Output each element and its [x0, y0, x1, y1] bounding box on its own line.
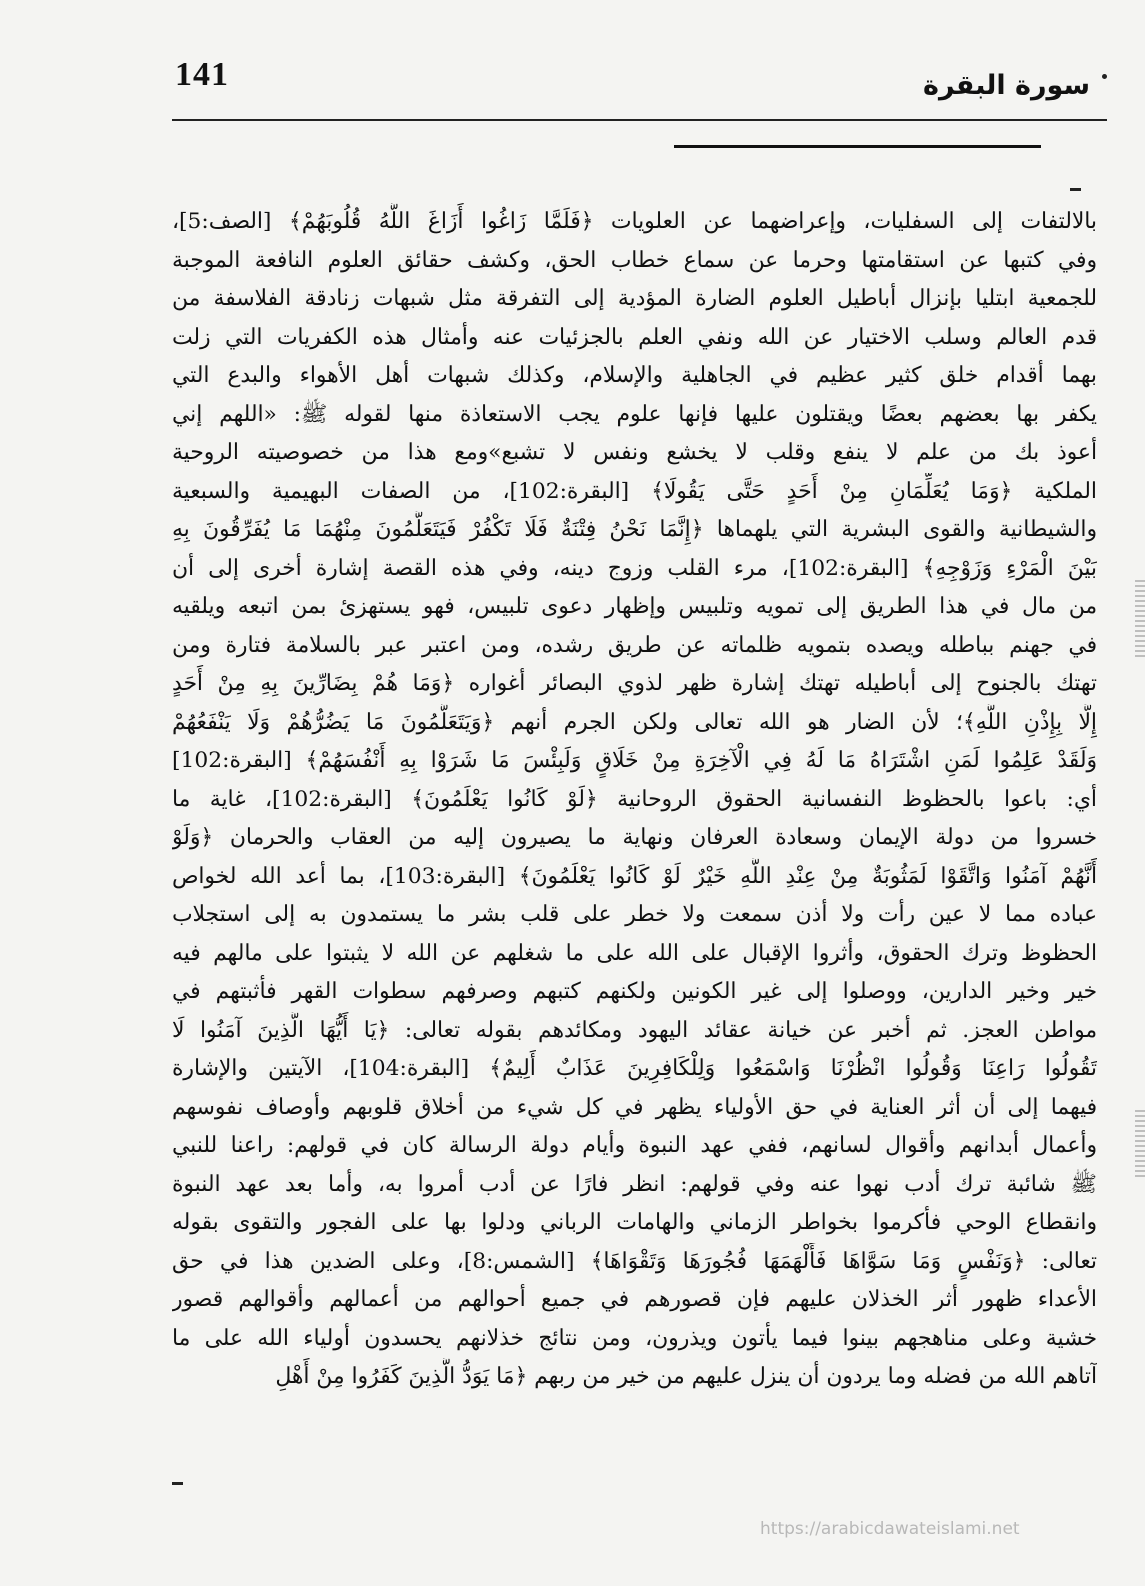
- margin-dash-bottom: [172, 1482, 183, 1485]
- text-line: مواطن العجز. ثم أخبر عن خيانة عقائد اليهود ومكائدهم بقوله تعالى: ﴿يَا أَيُّهَا الَّذِينَ آمَنُوا لَا: [172, 1017, 1097, 1043]
- watermark-url: https://arabicdawateislami.net: [760, 1519, 1020, 1539]
- text-line: آتاهم الله من فضله وما يردون أن ينزل عليهم من خير من ربهم ﴿مَا يَوَدُّ الَّذِينَ كَفَرُوا مِنْ أَهْلِ: [275, 1364, 1097, 1389]
- text-line: في جهنم بباطله ويصده بتمويه ظلماته عن طريق رشده، ومن اعتبر عبر بالسلامة فتارة ومن: [172, 632, 1097, 658]
- header-rule: [172, 119, 1107, 121]
- text-line: أَنَّهُمْ آمَنُوا وَاتَّقَوْا لَمَثُوبَةٌ مِنْ عِنْدِ اللَّهِ خَيْرٌ لَوْ كَانُوا يَعْلَمُونَ﴾ [البقرة:103]، بما أعد الله لخواص: [172, 863, 1097, 889]
- page-number: 141: [175, 56, 229, 93]
- text-line: وَلَقَدْ عَلِمُوا لَمَنِ اشْتَرَاهُ مَا لَهُ فِي الْآخِرَةِ مِنْ خَلَاقٍ وَلَبِئْسَ مَا شَرَوْا بِهِ أَنْفُسَهُمْ﴾ [البقرة:102]: [172, 748, 1097, 773]
- text-line: وأعمال أبدانهم وأقوال لسانهم، ففي عهد النبوة وأيام دولة الرسالة كان في قولهم: راعنا للنبي: [172, 1133, 1097, 1158]
- text-line: قدم العالم وسلب الاختيار عن الله ونفي العلم بالجزئيات عنه وأمثال هذه الكفريات التي زلت: [172, 324, 1097, 350]
- text-line: من مال في هذا الطريق إلى تمويه وتلبيس وإظهار دعوى تلبيس، فهو يستهزئ بمن اتبعه ويلقيه: [172, 594, 1097, 619]
- text-line: أعوذ بك من علم لا ينفع وقلب لا يخشع ونفس لا تشبع»ومع هذا من خصوصيته الروحية: [172, 440, 1097, 465]
- text-line: الحظوظ وترك الحقوق، وأثروا الإقبال على الله على ما شغلهم عن الله لا يثبتوا على مالهم فيه: [172, 940, 1097, 966]
- scan-edge-mark: [1135, 1110, 1145, 1180]
- text-line: بالالتفات إلى السفليات، وإعراضهما عن العلويات ﴿فَلَمَّا زَاغُوا أَزَاغَ اللَّهُ قُلُوبَهُمْ﴾ [الصف:5]،: [172, 209, 1097, 234]
- running-title: سورة البقرة: [923, 70, 1090, 101]
- text-line: فيهما إلى أن أثر العناية في حق الأولياء يظهر في كل شيء من أخلاق قلوبهم وأوصاف نفوسهم: [172, 1094, 1097, 1120]
- text-line: بَيْنَ الْمَرْءِ وَزَوْجِهِ﴾ [البقرة:102]، مرء القلب وزوج دينه، وفي هذه القصة إشارة أخرى إلى أن: [172, 555, 1097, 581]
- body-text: [172, 203, 1097, 1397]
- text-line: أي: باعوا بالحظوظ النفسانية الحقوق الروحانية ﴿لَوْ كَانُوا يَعْلَمُونَ﴾ [البقرة:102]، غاية ما: [172, 786, 1097, 812]
- scan-edge-mark: [1135, 580, 1145, 660]
- text-line: تهتك بالجنوح إلى أباطيله تهتك إشارة ظهر لذوي البصائر أغواره ﴿وَمَا هُمْ بِضَارِّينَ بِهِ مِنْ أَحَدٍ: [172, 671, 1097, 696]
- header-short-rule: [674, 145, 1041, 148]
- text-line: خشية وعلى مناهجهم بينوا فيما يأتون ويذرون، ومن نتائج خذلانهم يحسدون أولياء الله على ما: [172, 1325, 1097, 1351]
- text-line: ﷺ شائبة ترك أدب نهوا عنه وفي قولهم: انظر فارًا عن أدب أمروا به، وأما بعد عهد النبوة: [172, 1171, 1097, 1197]
- margin-dash-top: [1070, 188, 1081, 191]
- text-line: تَقُولُوا رَاعِنَا وَقُولُوا انْظُرْنَا وَاسْمَعُوا وَلِلْكَافِرِينَ عَذَابٌ أَلِيمٌ﴾ [البقرة:104]، الآيتين والإشارة: [172, 1056, 1097, 1081]
- text-line: عباده مما لا عين رأت ولا أذن سمعت ولا خطر على قلب بشر ما يستمدون به إلى استجلاب: [172, 902, 1097, 927]
- text-line: للجمعية ابتليا بإنزال أباطيل العلوم الضارة المؤدية إلى التفرقة مثل شبهات زنادقة الفلاسفة من: [172, 286, 1097, 311]
- text-line: بهما أقدام خلق كثير عظيم في الجاهلية والإسلام، وكذلك شبهات أهل الأهواء والبدع التي: [172, 363, 1097, 388]
- text-line: يكفر بها بعضهم بعضًا ويقتلون عليها فإنها علوم يجب الاستعاذة منها لقوله ﷺ: «اللهم إني: [172, 401, 1097, 427]
- text-line: الملكية ﴿وَمَا يُعَلِّمَانِ مِنْ أَحَدٍ حَتَّى يَقُولَا﴾ [البقرة:102]، من الصفات البهيمية والسبعية: [172, 478, 1097, 504]
- text-line: الأعداء ظهور أثر الخذلان عليهم فإن قصورهم في جميع أحوالهم من أعمالهم وأقوالهم قصور: [172, 1287, 1097, 1312]
- text-line: خسروا من دولة الإيمان وسعادة العرفان ونهاية ما يصيرون إليه من العقاب والحرمان ﴿وَلَوْ: [172, 825, 1097, 850]
- text-line: والشيطانية والقوى البشرية التي يلهماها ﴿إِنَّمَا نَحْنُ فِتْنَةٌ فَلَا تَكْفُرْ فَيَتَعَلَّمُونَ مِنْهُمَا مَا يُفَرِّقُونَ بِهِ: [172, 517, 1097, 542]
- margin-dot: [1102, 74, 1107, 79]
- text-line: إِلَّا بِإِذْنِ اللَّهِ﴾؛ لأن الضار هو الله تعالى ولكن الجرم أنهم ﴿وَيَتَعَلَّمُونَ مَا يَضُرُّهُمْ وَلَا يَنْفَعُهُمْ: [172, 709, 1097, 735]
- text-line: وفي كتبها عن استقامتها وحرما عن سماع خطاب الحق، وكشف حقائق العلوم النافعة الموجبة: [172, 247, 1097, 273]
- text-line: تعالى: ﴿وَنَفْسٍ وَمَا سَوَّاهَا فَأَلْهَمَهَا فُجُورَهَا وَتَقْوَاهَا﴾ [الشمس:8]، وعلى الضدين هذا في حق: [172, 1248, 1097, 1274]
- text-line: وانقطاع الوحي فأكرموا بخواطر الزماني والهامات الرباني ودلوا بها على الفجور والتقوى بقوله: [172, 1210, 1097, 1235]
- text-line: خير وخير الدارين، ووصلوا إلى غير الكونين ولكنهم كتبهم وصرفهم سطوات القهر فأثبتهم في: [172, 979, 1097, 1004]
